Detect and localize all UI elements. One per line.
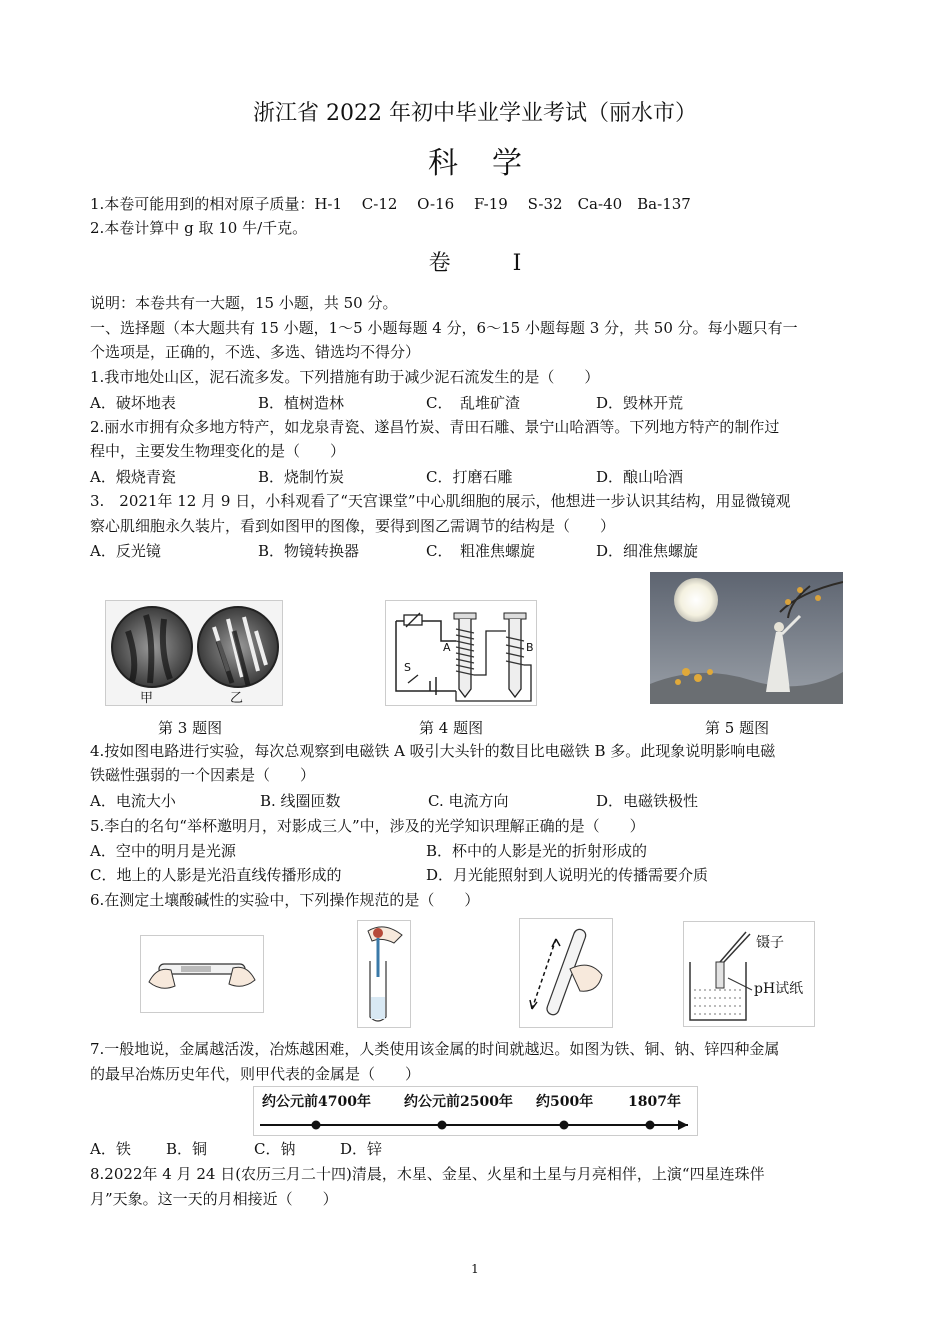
- fig4-caption: 第 4 题图: [419, 719, 484, 737]
- q4-option-d: D．电磁铁极性: [596, 792, 699, 810]
- q7-option-b: B．铜: [166, 1140, 208, 1158]
- fig5-moonlight-painting: [650, 572, 843, 704]
- test-tube-horizontal-icon: [141, 936, 263, 1012]
- q2-option-d: D．酿山哈酒: [596, 468, 684, 486]
- q1-option-d: D．毁林开荒: [596, 394, 684, 412]
- exam-title: 浙江省 2022 年初中毕业学业考试（丽水市）: [253, 101, 697, 126]
- q3-stem-1: 3. 2021年 12 月 9 日，小科观看了“天宫课堂”中心肌细胞的展示，他想进一步认识其结构，用显微镜观: [90, 492, 791, 510]
- q4-option-a: A．电流大小: [90, 792, 176, 810]
- q7-timeline: [253, 1086, 698, 1136]
- q4-stem-2: 铁磁性强弱的一个因素是（ ）: [90, 766, 316, 784]
- fig4-label-a: A: [443, 641, 451, 654]
- fig5-caption: 第 5 题图: [705, 719, 770, 737]
- q2-option-b: B．烧制竹炭: [258, 468, 345, 486]
- q8-stem-1: 8.2022年 4 月 24 日(农历三月二十四)清晨，木星、金星、火星和土星与月亮相伴，上演“四星连珠伴: [90, 1165, 765, 1183]
- section-heading-cont: 个选项是，正确的，不选、多选、错选均不得分）: [90, 343, 421, 361]
- q6-option-c-image: [519, 918, 613, 1028]
- q7-option-d: D．锌: [340, 1140, 383, 1158]
- fig3-caption: 第 3 题图: [158, 719, 223, 737]
- fig4-label-b: B: [526, 641, 534, 654]
- q4-option-c: C. 电流方向: [428, 792, 509, 810]
- timeline-label-4: 1807年: [628, 1094, 681, 1110]
- q5-option-c: C．地上的人影是光沿直线传播形成的: [90, 866, 342, 884]
- q4-stem-1: 4.按如图电路进行实验，每次总观察到电磁铁 A 吸引大头针的数目比电磁铁 B 多。此现象说明影响电磁: [90, 742, 776, 760]
- q6-option-a-image: [140, 935, 264, 1013]
- q3-option-a: A．反光镜: [90, 542, 161, 560]
- note-1: 1.本卷可能用到的相对原子质量：H-1 C-12 O-16 F-19 S-32 Ca-40 Ba-137: [90, 195, 691, 213]
- q6-stem: 6.在测定土壤酸碱性的实验中，下列操作规范的是（ ）: [90, 891, 480, 909]
- q5-option-b: B．杯中的人影是光的折射形成的: [426, 842, 648, 860]
- instructions: 说明：本卷共有一大题，15 小题，共 50 分。: [90, 294, 398, 312]
- q7-stem-2: 的最早冶炼历史年代，则甲代表的金属是（ ）: [90, 1065, 421, 1083]
- q1-stem: 1.我市地处山区，泥石流多发。下列措施有助于减少泥石流发生的是（ ）: [90, 368, 600, 386]
- shaking-test-tube-icon: [520, 919, 612, 1027]
- timeline-label-2: 约公元前2500年: [404, 1094, 513, 1110]
- timeline-label-3: 约500年: [536, 1094, 594, 1110]
- q5-option-a: A．空中的明月是光源: [90, 842, 236, 860]
- q5-stem: 5.李白的名句“举杯邀明月，对影成三人”中，涉及的光学知识理解正确的是（ ）: [90, 817, 645, 835]
- fig4-label-s: S: [404, 661, 411, 674]
- timeline-label-1: 约公元前4700年: [262, 1094, 371, 1110]
- q1-option-b: B．植树造林: [258, 394, 345, 412]
- q8-stem-2: 月”天象。这一天的月相接近（ ）: [90, 1190, 338, 1208]
- volume-heading: 卷 I: [428, 251, 542, 276]
- q6-option-d-image: [683, 921, 815, 1027]
- q1-option-a: A．破坏地表: [90, 394, 176, 412]
- q3-option-d: D．细准焦螺旋: [596, 542, 699, 560]
- q7-option-a: A．铁: [90, 1140, 131, 1158]
- fig3-label-yi: 乙: [230, 691, 244, 706]
- q2-option-a: A．煅烧青瓷: [90, 468, 176, 486]
- q7-option-c: C．钠: [254, 1140, 296, 1158]
- q6-label-ph-paper: pH试纸: [754, 981, 804, 997]
- page-number: 1: [471, 1262, 479, 1276]
- q3-option-b: B．物镜转换器: [258, 542, 360, 560]
- note-2: 2.本卷计算中 g 取 10 牛/千克。: [90, 219, 308, 237]
- q2-stem-1: 2.丽水市拥有众多地方特产，如龙泉青瓷、遂昌竹炭、青田石雕、景宁山哈酒等。下列地方特产的制作过: [90, 418, 780, 436]
- q4-option-b: B. 线圈匝数: [260, 792, 341, 810]
- q6-option-b-image: [357, 920, 411, 1028]
- dropper-test-tube-icon: [358, 921, 410, 1027]
- q6-label-tweezers: 镊子: [756, 935, 784, 951]
- fig4-circuit-image: [385, 600, 537, 706]
- q7-stem-1: 7.一般地说，金属越活泼，冶炼越困难，人类使用该金属的时间就越迟。如图为铁、铜、钠、锌四种金属: [90, 1040, 780, 1058]
- microscope-views-icon: [106, 601, 282, 705]
- q5-option-d: D．月光能照射到人说明光的传播需要介质: [426, 866, 709, 884]
- q1-option-c: C． 乱堆矿渣: [426, 394, 520, 412]
- q3-stem-2: 察心肌细胞永久装片，看到如图甲的图像，要得到图乙需调节的结构是（ ）: [90, 517, 616, 535]
- fig3-microscope-image: [105, 600, 283, 706]
- moon-poet-painting-icon: [650, 572, 843, 704]
- section-heading: 一、选择题（本大题共有 15 小题，1～5 小题每题 4 分，6～15 小题每题 3 分，共 50 分。每小题只有一: [90, 319, 798, 337]
- electromagnet-circuit-icon: [386, 601, 536, 705]
- fig3-label-jia: 甲: [140, 691, 154, 706]
- subject-title: 科学: [428, 146, 556, 181]
- q3-option-c: C． 粗准焦螺旋: [426, 542, 535, 560]
- q2-stem-2: 程中，主要发生物理变化的是（ ）: [90, 442, 346, 460]
- beaker-ph-paper-icon: [684, 922, 814, 1026]
- q2-option-c: C．打磨石雕: [426, 468, 513, 486]
